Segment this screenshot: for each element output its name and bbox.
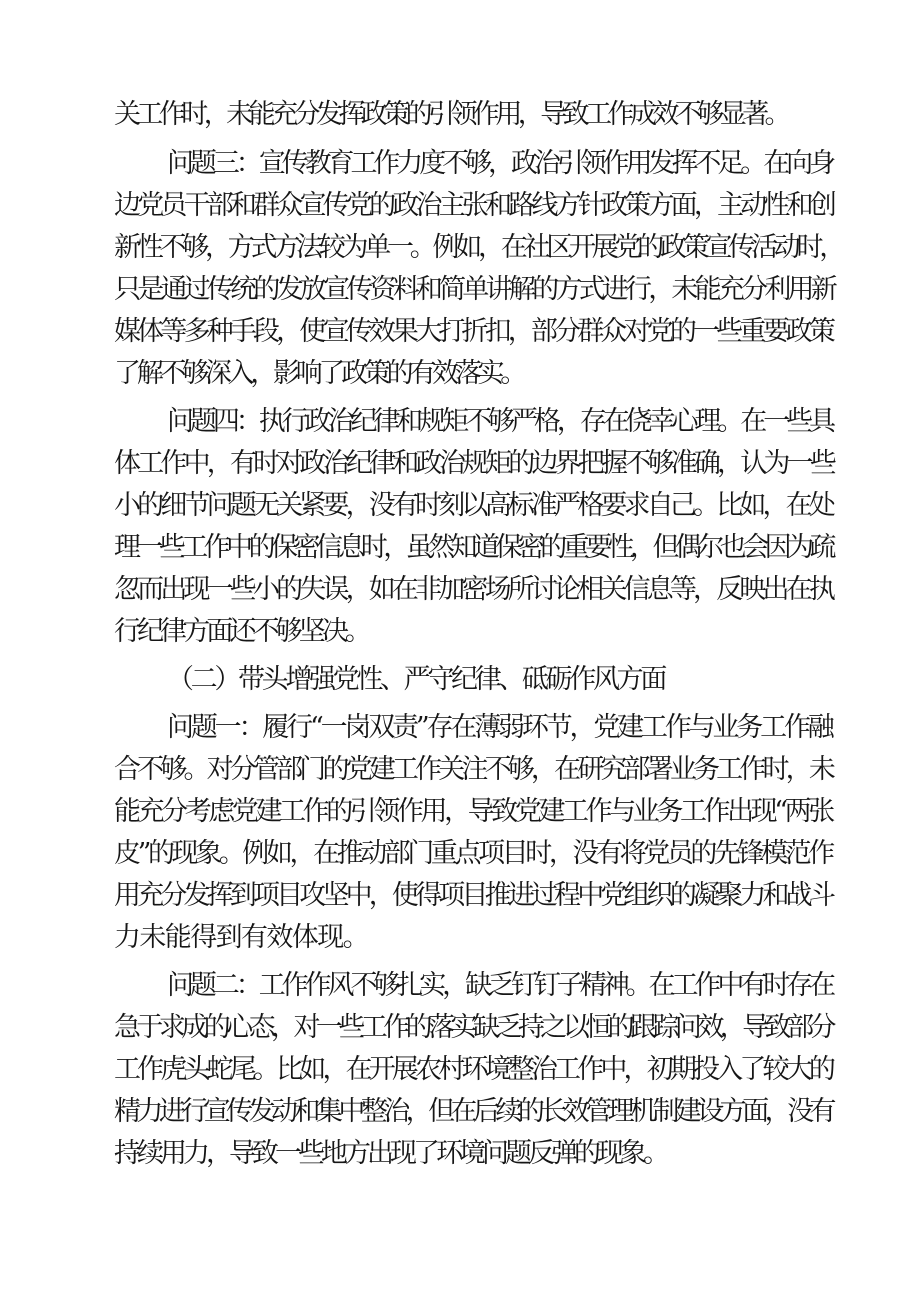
text-line-9: 体工作中，有时对政治纪律和政治规矩的边界把握不够准确，认为一些 [114, 448, 834, 479]
text-line-6: 媒体等多种手段，使宣传效果大打折扣，部分群众对党的一些重要政策 [114, 316, 832, 347]
text-line-15: 问题一：履行“一岗双责”存在薄弱环节，党建工作与业务工作融 [167, 712, 832, 743]
text-line-8: 问题四：执行政治纪律和规矩不够严格，存在侥幸心理。在一些具 [167, 406, 832, 437]
text-line-11: 理一些工作中的保密信息时，虽然知道保密的重要性，但偶尔也会因为疏 [114, 532, 832, 563]
text-line-25: 持续用力，导致一些地方出现了环境问题反弹的现象。 [114, 1138, 666, 1169]
text-line-20: 力未能得到有效体现。 [114, 922, 368, 953]
text-line-10: 小的细节问题无关紧要，没有时刻以高标准严格要求自己。比如，在处 [114, 490, 832, 521]
text-line-7: 了解不够深入，影响了政策的有效落实。 [114, 358, 523, 389]
text-line-4: 新性不够，方式方法较为单一。例如，在社区开展党的政策宣传活动时， [114, 232, 842, 263]
section-heading: （二）带头增强党性、严守纪律、砥砺作风方面 [167, 664, 665, 695]
text-line-3: 边党员干部和群众宣传党的政治主张和路线方针政策方面，主动性和创 [114, 190, 834, 221]
text-line-24: 精力进行宣传发动和集中整治，但在后续的长效管理机制建设方面，没有 [114, 1096, 832, 1127]
text-line-5: 只是通过传统的发放宣传资料和简单讲解的方式进行，未能充分利用新 [114, 274, 835, 305]
text-line-21: 问题二：工作作风不够扎实，缺乏钉钉子精神。在工作中有时存在 [167, 970, 832, 1001]
text-line-2: 问题三：宣传教育工作力度不够，政治引领作用发挥不足。在向身 [167, 148, 832, 179]
text-line-19: 用充分发挥到项目攻坚中，使得项目推进过程中党组织的凝聚力和战斗 [114, 880, 832, 911]
text-line-13: 行纪律方面还不够坚决。 [114, 616, 369, 647]
text-line-17: 能充分考虑党建工作的引领作用，导致党建工作与业务工作出现“两张 [114, 796, 832, 827]
text-line-23: 工作虎头蛇尾。比如，在开展农村环境整治工作中，初期投入了较大的 [114, 1054, 832, 1085]
text-line-16: 合不够。对分管部门的党建工作关注不够，在研究部署业务工作时，未 [114, 754, 832, 785]
text-line-1: 关工作时，未能充分发挥政策的引领作用，导致工作成效不够显著。 [114, 99, 787, 130]
text-line-22: 急于求成的心态，对一些工作的落实缺乏持之以恒的跟踪问效，导致部分 [114, 1012, 832, 1043]
text-line-18: 皮”的现象。例如，在推动部门重点项目时，没有将党员的先锋模范作 [114, 838, 832, 869]
text-line-12: 忽而出现一些小的失误，如在非加密场所讨论相关信息等，反映出在执 [114, 574, 832, 605]
